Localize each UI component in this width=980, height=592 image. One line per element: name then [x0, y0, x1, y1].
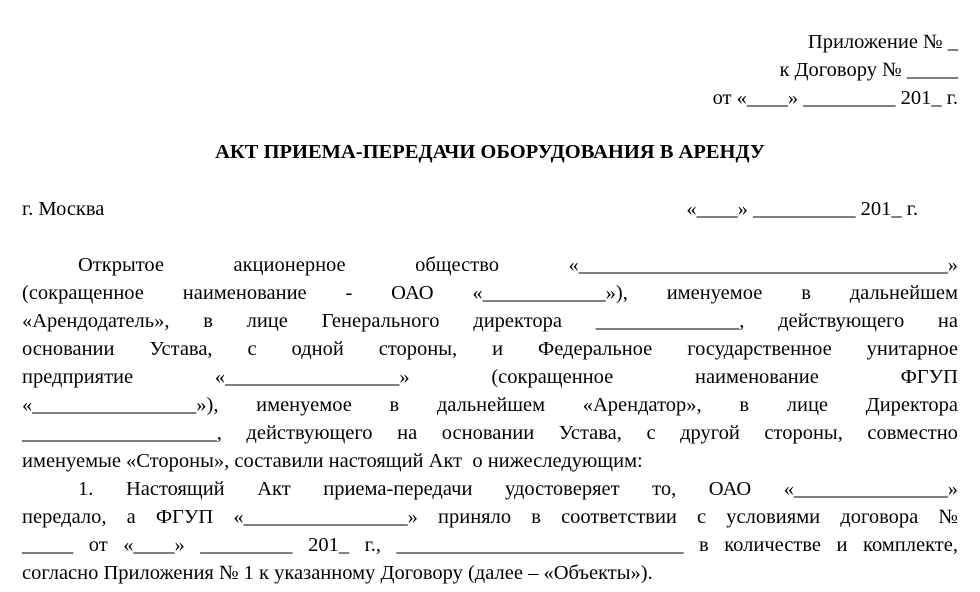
paragraph-line: (сокращенное наименование - ОАО «____________»), именуемое в дальнейшем	[22, 282, 958, 304]
annex-contract-ref: к Договору № _____	[779, 59, 958, 81]
clause-line: согласно Приложения № 1 к указанному Договору (далее – «Объекты»).	[22, 562, 653, 584]
annex-contract-date: от «____» _________ 201_ г.	[712, 87, 958, 109]
annex-number: Приложение № _	[807, 31, 958, 53]
clause-line: 1. Настоящий Акт приема-передачи удостоверяет то, ОАО «_______________»	[78, 478, 958, 500]
annex-header	[713, 28, 958, 112]
place-of-signing: г. Москва	[22, 198, 105, 220]
paragraph-line: «Арендодатель», в лице Генерального директора ______________, действующего на	[22, 310, 958, 332]
paragraph-line: ___________________, действующего на основании Устава, с другой стороны, совместно	[22, 422, 958, 444]
date-of-signing: «____» __________ 201_ г.	[686, 198, 918, 220]
document-body	[22, 251, 958, 587]
clause-line: _____ от «____» _________ 201_ г., ____________________________ в количестве и комплекте,	[22, 534, 958, 556]
paragraph-line: предприятие «_________________» (сокращенное наименование ФГУП	[22, 366, 958, 388]
paragraph-line: основании Устава, с одной стороны, и Федеральное государственное унитарное	[22, 338, 958, 360]
paragraph-line: «________________»), именуемое в дальнейшем «Арендатор», в лице Директора	[22, 394, 958, 416]
paragraph-line: именуемые «Стороны», составили настоящий Акт о нижеследующим:	[22, 450, 643, 472]
clause-line: передало, а ФГУП «________________» приняло в соответствии с условиями договора №	[22, 506, 958, 528]
paragraph-line: Открытое акционерное общество «____________________________________»	[78, 254, 958, 276]
document-title: АКТ ПРИЕМА-ПЕРЕДАЧИ ОБОРУДОВАНИЯ В АРЕНДУ	[215, 141, 765, 163]
